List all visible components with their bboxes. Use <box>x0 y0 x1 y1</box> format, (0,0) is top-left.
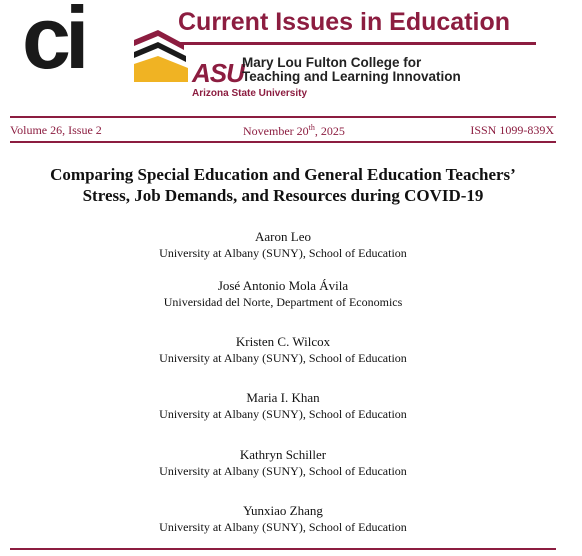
author-block <box>20 229 546 261</box>
author-affiliation: University at Albany (SUNY), School of Education <box>159 464 407 478</box>
date-prefix: November 20 <box>243 124 309 138</box>
title-underline <box>178 42 536 45</box>
author-name: Aaron Leo <box>255 229 311 244</box>
date-year: , 2025 <box>314 124 345 138</box>
author-name: Kathryn Schiller <box>239 447 327 462</box>
article-title-line-1: Comparing Special Education and General Education Teachers’ <box>50 165 516 184</box>
author-affiliation: University at Albany (SUNY), School of Education <box>159 351 407 365</box>
article-title-line-2: Stress, Job Demands, and Resources during COVID-19 <box>82 186 484 205</box>
date-suffix-sup: th <box>308 123 315 132</box>
author-name: Kristen C. Wilcox <box>235 334 331 349</box>
author-affiliation: University at Albany (SUNY), School of Education <box>159 407 407 421</box>
college-line-2: Teaching and Learning Innovation <box>242 69 461 84</box>
issn: ISSN 1099-839X <box>470 123 554 137</box>
author-block <box>20 503 546 535</box>
article-title <box>20 164 546 206</box>
author-block <box>20 278 546 310</box>
logo-ci-text: ci <box>22 0 84 87</box>
college-line-1: Mary Lou Fulton College for <box>242 55 422 70</box>
asu-logo: ASU <box>192 58 244 88</box>
author-block <box>20 334 546 366</box>
issue-rule-bottom <box>10 141 556 143</box>
author-block <box>20 390 546 422</box>
author-block <box>20 447 546 479</box>
author-name: José Antonio Mola Ávila <box>217 278 349 293</box>
author-affiliation: Universidad del Norte, Department of Economics <box>163 295 403 309</box>
university-name: Arizona State University <box>192 88 308 99</box>
volume-issue: Volume 26, Issue 2 <box>10 123 102 137</box>
issue-rule-top <box>10 116 556 118</box>
publication-date <box>243 123 345 139</box>
footer-rule <box>10 548 556 550</box>
author-affiliation: University at Albany (SUNY), School of Education <box>159 520 407 534</box>
author-name: Maria I. Khan <box>246 390 320 405</box>
journal-title: Current Issues in Education <box>178 8 511 36</box>
author-affiliation: University at Albany (SUNY), School of Education <box>159 246 407 260</box>
college-name <box>242 56 461 84</box>
journal-logo <box>22 0 172 88</box>
author-name: Yunxiao Zhang <box>243 503 323 518</box>
